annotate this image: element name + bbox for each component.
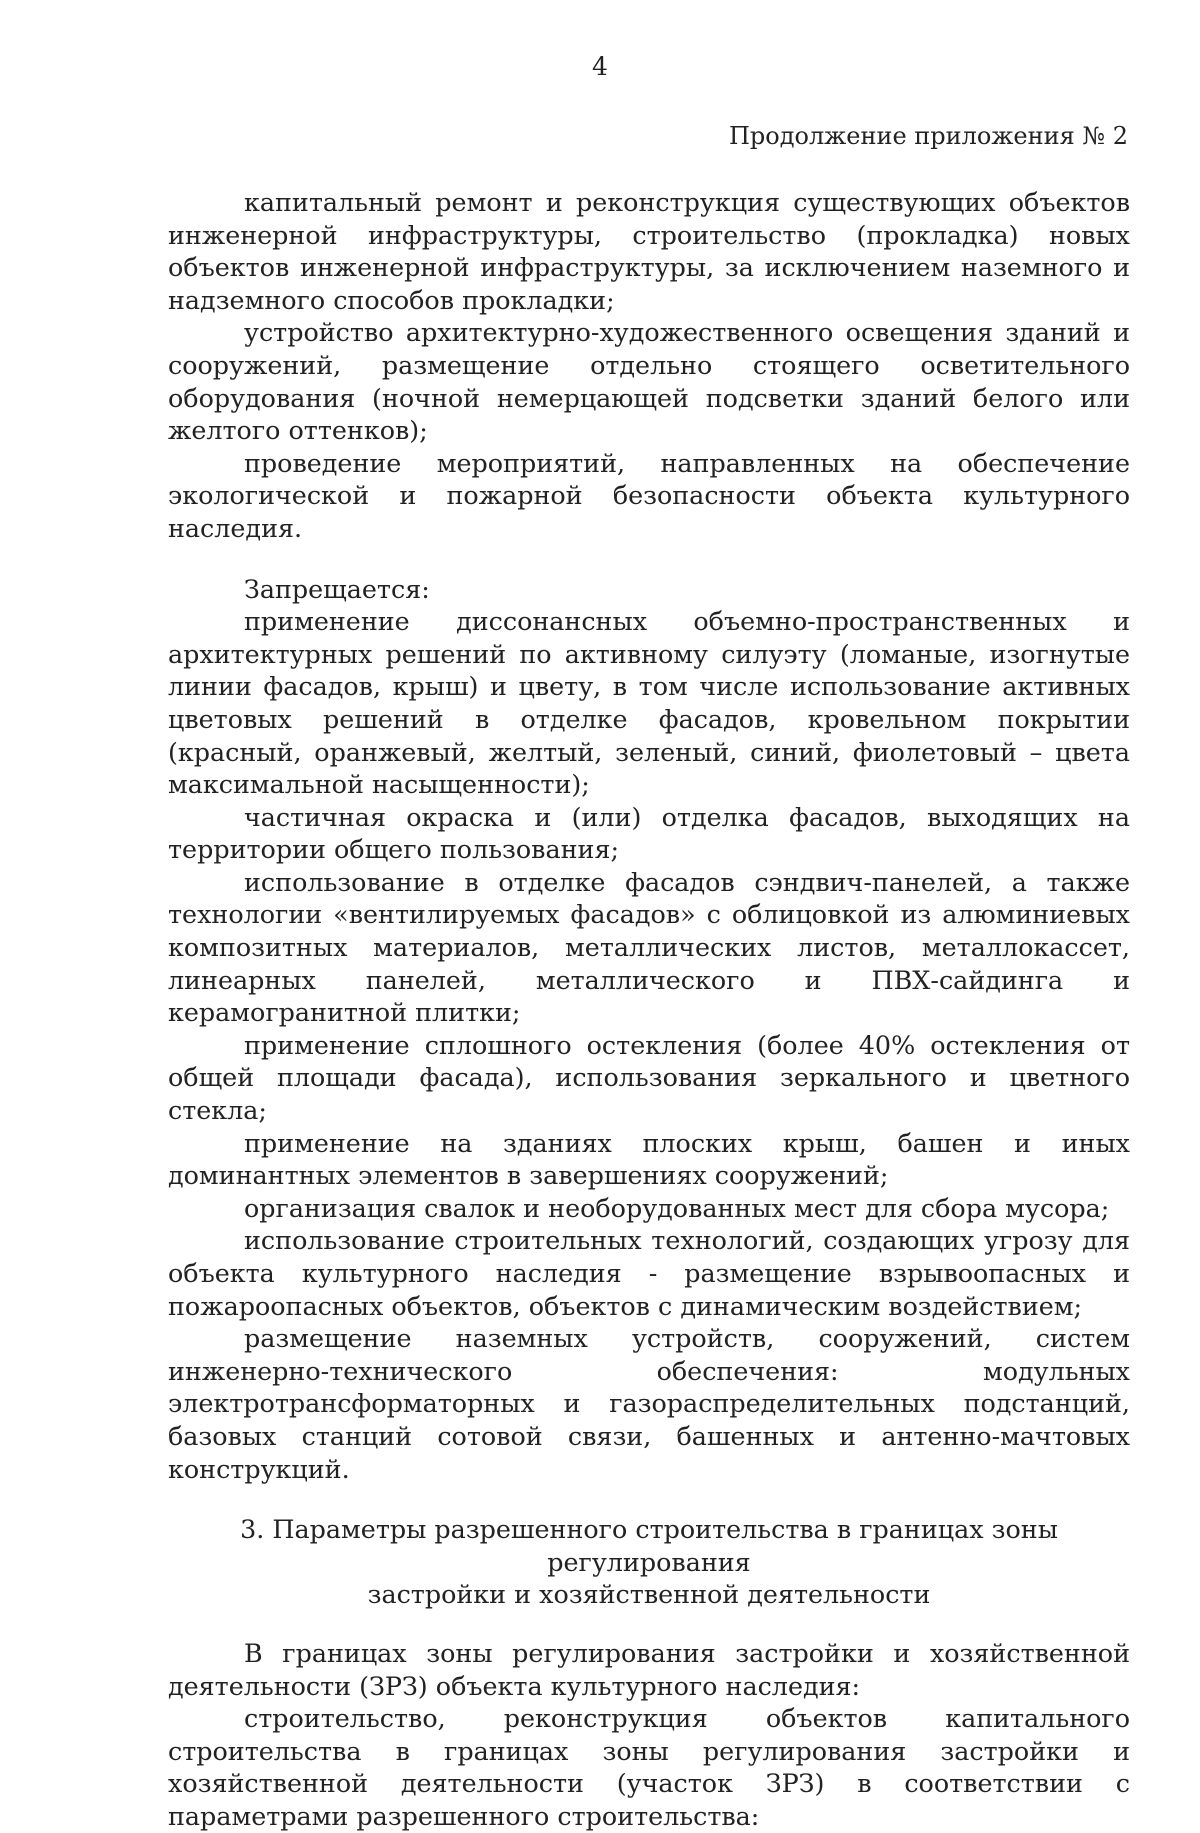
appendix-note: Продолжение приложения № 2 <box>728 122 1128 150</box>
paragraph: применение диссонансных объемно-пространственных и архитектурных решений по активному силуэту (ломаные, изогнутые линии фасадов, крыш) и цвету, в том числе использование активных цветовых решений в отделке фасадов, кровельном покрытии (красный, оранжевый, желтый, зеленый, синий, фиолетовый – цвета максимальной насыщенности); <box>168 606 1130 800</box>
paragraph: применение на зданиях плоских крыш, башен и иных доминантных элементов в завершениях сооружений; <box>168 1127 1130 1191</box>
paragraph: В границах зоны регулирования застройки и хозяйственной деятельности (ЗРЗ) объекта культурного наследия: <box>168 1637 1130 1701</box>
paragraph: проведение мероприятий, направленных на обеспечение экологической и пожарной безопасности объекта культурного наследия. <box>168 447 1130 543</box>
page-number: 4 <box>592 52 608 81</box>
paragraph: строительство, реконструкция объектов капитального строительства в границах зоны регулирования застройки и хозяйственной деятельности (участок ЗРЗ) в соответствии с параметрами разрешенного строительства: <box>168 1703 1130 1831</box>
prohibited-title: Запрещается: <box>244 573 430 604</box>
paragraph: применение сплошного остекления (более 40% остекления от общей площади фасада), использования зеркального и цветного стекла; <box>168 1029 1130 1126</box>
paragraph: организация свалок и необорудованных мест для сбора мусора; <box>244 1192 1110 1223</box>
paragraph: использование строительных технологий, создающих угрозу для объекта культурного наследия - размещение взрывоопасных и пожароопасных объектов, объектов с динамическим воздействием; <box>168 1225 1130 1321</box>
document-body <box>168 186 1130 1833</box>
paragraph: частичная окраска и (или) отделка фасадов, выходящих на территории общего пользования; <box>168 801 1130 865</box>
paragraph: размещение наземных устройств, сооружений, систем инженерно-технического обеспечения: модульных электротрансформаторных и газораспределительных подстанций, базовых станций сотовой связи, башенных и антенно-мачтовых конструкций. <box>168 1323 1130 1484</box>
paragraph: устройство архитектурно-художественного освещения зданий и сооружений, размещение отдельно стоящего осветительного оборудования (ночной немерцающей подсветки зданий белого или желтого оттенков); <box>168 317 1130 446</box>
paragraph: капитальный ремонт и реконструкция существующих объектов инженерной инфраструктуры, строительство (прокладка) новых объектов инженерной инфраструктуры, за исключением наземного и надземного способов прокладки; <box>168 187 1130 315</box>
paragraph: использование в отделке фасадов сэндвич-панелей, а также технологии «вентилируемых фасадов» с облицовкой из алюминиевых композитных материалов, металлических листов, металлокассет, линеарных панелей, металлического и ПВХ-сайдинга и керамогранитной плитки; <box>168 866 1130 1028</box>
section-heading-line-1: 3. Параметры разрешенного строительства в границах зоны регулирования <box>240 1514 1058 1577</box>
section-heading-line-2: застройки и хозяйственной деятельности <box>367 1579 931 1610</box>
section-heading <box>168 1513 1130 1611</box>
